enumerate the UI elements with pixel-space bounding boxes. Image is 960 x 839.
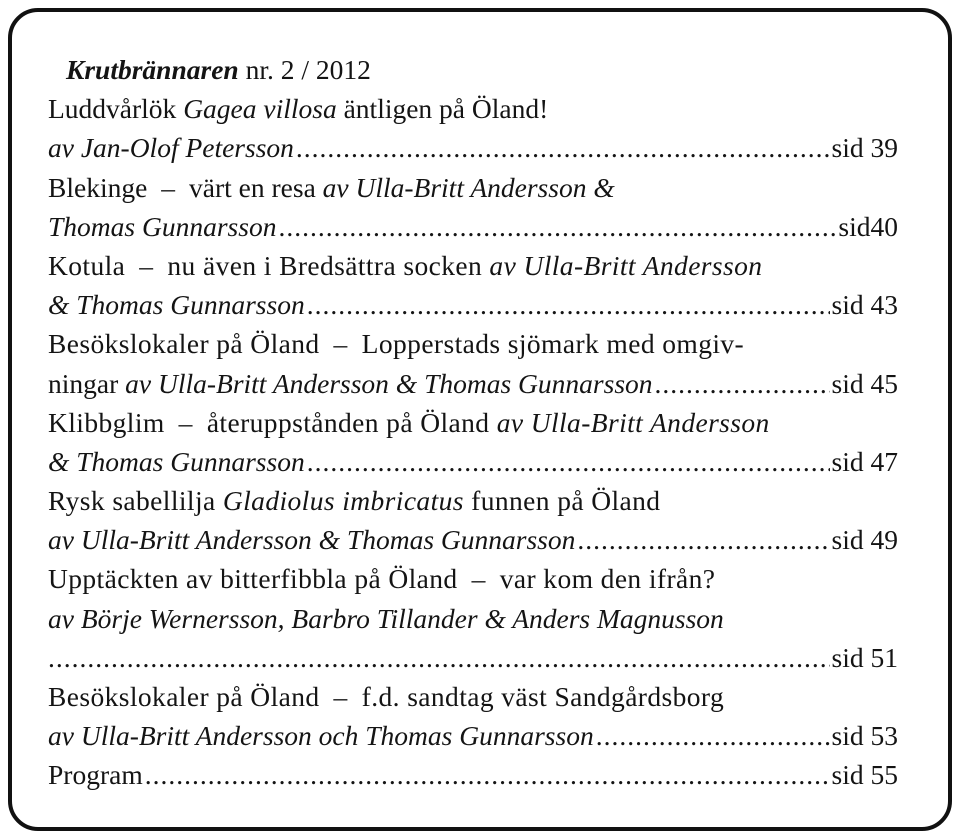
author: av Ulla-Britt Andersson: [489, 249, 763, 281]
dot-leader: [307, 285, 830, 324]
toc-entry-author-line[interactable]: [48, 285, 898, 324]
page-number: sid 51: [831, 641, 898, 673]
dot-leader: [577, 520, 829, 559]
author: av Ulla-Britt Andersson &: [322, 171, 615, 203]
dot-leader: [655, 364, 830, 403]
page-number: sid40: [838, 210, 898, 242]
author: av Ulla-Britt Andersson och Thomas Gunnarsson: [48, 720, 594, 752]
toc-entry-author-line[interactable]: [48, 128, 898, 167]
toc-entry-title[interactable]: Program ..... sid 55: [48, 755, 898, 794]
table-of-contents: [48, 50, 898, 795]
page-number: sid 47: [831, 445, 898, 477]
toc-entry-author-line[interactable]: [48, 716, 898, 755]
toc-header: [48, 50, 898, 89]
dot-leader: [48, 638, 830, 677]
toc-entry-title: Blekinge – värt en resa av Ulla-Britt Andersson &: [48, 171, 615, 203]
toc-entry-title: Klibbglim – återuppstånden på Öland av Ulla-Britt Andersson: [48, 406, 770, 438]
author: & Thomas Gunnarsson: [48, 289, 305, 321]
author: av Jan-Olof Petersson: [48, 132, 294, 164]
issue-number: nr. 2 / 2012: [245, 54, 371, 85]
page-number: sid 39: [831, 132, 898, 164]
magazine-title: Krutbrännaren: [66, 54, 239, 85]
author: Thomas Gunnarsson: [48, 210, 277, 242]
dot-leader: [296, 128, 830, 167]
toc-entry-title: Luddvårlök Gagea villosa äntligen på Öland!: [48, 93, 549, 125]
dot-leader: [278, 207, 836, 246]
toc-entry-author-line[interactable]: [48, 442, 898, 481]
toc-entry-author-line[interactable]: ningar av Ulla-Britt Andersson & Thomas Gunnarsson ..... sid 45: [48, 364, 898, 403]
dot-leader: [145, 755, 830, 794]
page-number: sid 53: [831, 720, 898, 752]
page-number: sid 45: [831, 367, 898, 399]
toc-entry-title: Upptäckten av bitterfibbla på Öland – var kom den ifrån?: [48, 563, 716, 595]
page-number: sid 49: [831, 524, 898, 556]
toc-entry-title: Besökslokaler på Öland – Lopperstads sjömark med omgiv-: [48, 328, 745, 360]
toc-entry-author-line[interactable]: [48, 520, 898, 559]
toc-entry-author-line[interactable]: [48, 207, 898, 246]
dot-leader: [596, 716, 830, 755]
author: & Thomas Gunnarsson: [48, 445, 305, 477]
page-number: sid 43: [831, 289, 898, 321]
author: av Ulla-Britt Andersson & Thomas Gunnarsson: [125, 367, 653, 399]
author: av Börje Wernersson, Barbro Tillander & Anders Magnusson: [48, 602, 724, 634]
page-number: sid 55: [831, 759, 898, 791]
toc-entry-title: Besökslokaler på Öland – f.d. sandtag väst Sandgårdsborg: [48, 681, 725, 712]
author: av Ulla-Britt Andersson & Thomas Gunnarsson: [48, 524, 576, 556]
dot-leader: [307, 442, 830, 481]
toc-entry-title: Rysk sabellilja Gladiolus imbricatus funnen på Öland: [48, 485, 661, 517]
toc-entry-page-line[interactable]: [48, 638, 898, 677]
author: av Ulla-Britt Andersson: [496, 406, 770, 438]
toc-entry-author-line: [48, 599, 898, 638]
toc-entry-title: Kotula – nu även i Bredsättra socken av Ulla-Britt Andersson: [48, 249, 763, 281]
